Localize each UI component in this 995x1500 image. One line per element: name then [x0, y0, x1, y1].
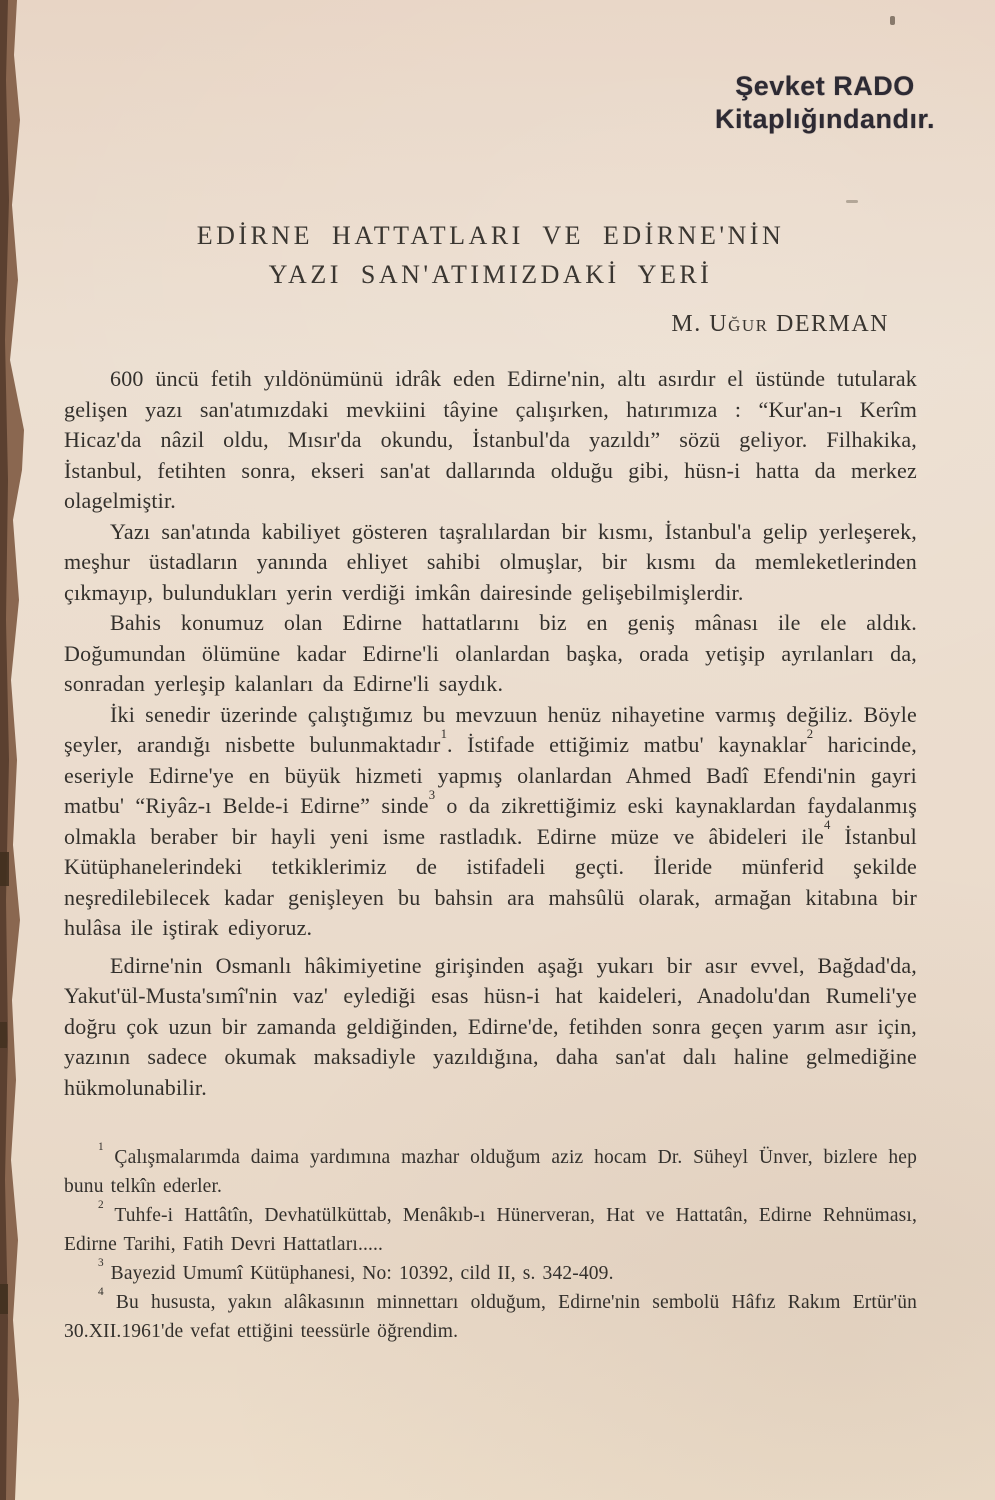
footnote: $^1$ Çalışmalarımda daima yardımına mazhar olduğum aziz hocam Dr. Süheyl Ünver, bizlere hep bunu telkîn ederler. — [64, 1141, 917, 1198]
footnote-reference: 2 — [806, 726, 814, 741]
paragraph: Bahis konumuz olan Edirne hattatlarını biz en geniş mânası ile ele aldık. Doğumundan ölümüne kadar Edirne'li olanlardan başka, orada yetişip ayrılanları da, sonradan yerleşip kalanları da Edirne'li saydık. — [64, 610, 917, 697]
paragraph: İki senedir üzerinde çalıştığımız bu mevzuun henüz nihayetine varmış değiliz. Böyle şeyler, arandığı nisbette bulunmaktadır$^1$. İstifade ettiğimiz matbu' kaynaklar$^2$ haricinde, eseriyle Edirne'ye en büyük hizmeti yapmış olanlardan Ahmed Badî Efendi'nin gayri matbu' “Riyâz-ı Belde-i Edirne” sinde$^3$ o da zikrettiğimiz eski kaynaklardan faydalanmış olmakla beraber bir hayli yeni isme rastladık. Edirne müze ve âbideleri ile$^4$ İstanbul Kütüphanelerindeki tetkiklerimiz de istifadeli geçti. İleride münferid şekilde neşredilebilecek kadar genişleyen bu bahsin ara mahsûlü olarak, armağan kitabına bir hulâsa ile iştirak ediyoruz. — [64, 701, 917, 941]
article-title — [64, 216, 917, 294]
footnote-marker: 4 — [98, 1286, 104, 1299]
footnote-marker: 3 — [98, 1257, 104, 1270]
article-body — [64, 364, 917, 1103]
stamp-line-2: Kitaplığındandır. — [714, 104, 935, 134]
stamp-line-1: Şevket RADO — [735, 71, 915, 101]
paragraph: Edirne'nin Osmanlı hâkimiyetine girişinden aşağı yukarı bir asır evvel, Bağdad'da, Yakut'ül-Musta'sımî'nin vaz' eylediği esas hüsn-i hat kaideleri, Anadolu'dan Rumeli'ye doğru çok uzun bir zamanda geldiğinden, Edirne'de, fetihden sonra geçen yarım asır için, yazının sadece okumak maksadiyle yazıldığına, daha san'at dalı haline gelmediğine hükmolunabilir. — [64, 952, 917, 1100]
paragraph: Yazı san'atında kabiliyet gösteren taşralılardan bir kısmı, İstanbul'a gelip yerleşerek, meşhur üstadların yanında ehliyet sahibi olmuşlar, bir kısmı da memleketlerinden çıkmayıp, bulundukları yerin verdiği imkân dairesinde gelişebilmişlerdir. — [64, 518, 917, 605]
book-binding-edge-icon — [0, 0, 30, 1500]
title-line-1: EDİRNE HATTATLARI VE EDİRNE'NİN — [196, 221, 785, 250]
footnote-reference: 1 — [440, 726, 447, 741]
page-content — [64, 0, 917, 1346]
footnote: $^2$ Tuhfe-i Hattâtîn, Devhatülküttab, Menâkıb-ı Hünerveran, Hat ve Hattatân, Edirne Rehnüması, Edirne Tarihi, Fatih Devri Hattatları..... — [64, 1199, 917, 1256]
author-name: M. Uğur DERMAN — [671, 311, 889, 338]
footnote-reference: 3 — [428, 787, 436, 802]
footnote: $^4$ Bu hususta, yakın alâkasının minnettarı olduğum, Edirne'nin sembolü Hâfız Rakım Ertür'ün 30.XII.1961'de vefat ettiğini teessürle öğrendim. — [64, 1286, 917, 1343]
footnote-marker: 2 — [98, 1199, 104, 1212]
footnotes-section — [64, 1143, 917, 1346]
footnote-marker: 1 — [98, 1141, 104, 1154]
footnote: $^3$ Bayezid Umumî Kütüphanesi, No: 10392, cild II, s. 342-409. — [98, 1257, 614, 1285]
footnote-reference: 4 — [824, 818, 831, 833]
paragraph: 600 üncü fetih yıldönümünü idrâk eden Edirne'nin, altı asırdır el üstünde tutularak gelişen yazı san'atımızdaki mevkiini tâyine çalışırken, hatırımıza : “Kur'an-ı Kerîm Hicaz'da nâzil oldu, Mısır'da okundu, İstanbul'da yazıldı” sözü geliyor. Filhakika, İstanbul, fetihten sonra, ekseri san'at dallarında olduğu gibi, hüsn-i hatta da merkez olagelmiştir. — [64, 366, 917, 514]
title-line-2: YAZI SAN'ATIMIZDAKİ YERİ — [268, 260, 713, 289]
